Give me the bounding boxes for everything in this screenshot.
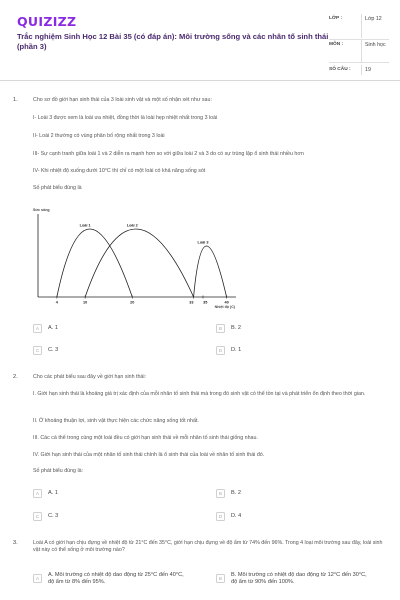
statement: I. Giới hạn sinh thái là khoảng giá trị xác định của mỗi nhân tố sinh thái mà trong đó sinh vật có thể tồn tại và phát triển ổn định theo thời gian. [33,391,366,397]
subject-label: MÔN : [329,42,344,47]
statement: I- Loài 3 được xem là loài ưa nhiệt, đồng thời là loài hẹp nhiệt nhất trong 3 loài [33,115,218,121]
statement: IV- Khi nhiệt độ xuống dưới 10°C thì chỉ có một loài có khả năng sống sót [33,168,206,174]
option-letter-box: B [216,574,225,583]
series-label: Loài 2 [126,223,138,228]
species-curve [85,229,193,297]
x-axis-label: Nhiệt độ (C) [214,305,235,309]
x-tick-label: 20 [130,300,135,305]
question-intro: Loài A có giới hạn chịu đựng về nhiệt độ từ 21°C đến 35°C, giới hạn chịu đựng về độ ẩm từ 74% đến 96%. Trong 4 loại môi trường sau đây, loài sinh vật này có thể sống ở môi trường nào? [33,540,383,553]
question-intro: Cho các phát biểu sau đây về giới hạn sinh thái: [33,374,147,380]
option-letter-box: C [33,346,42,355]
question-intro: Cho sơ đồ giới hạn sinh thái của 3 loài sinh vật và một số nhận xét như sau: [33,97,212,103]
class-value: Lớp 12 [365,16,382,22]
question-number: 3. [13,540,18,546]
count-label: SỐ CÂU : [329,67,351,72]
option-text: B. 2 [231,490,241,496]
question-prompt: Số phát biểu đúng là [33,185,82,191]
species-curve [57,229,132,297]
option-text: C. 3 [48,347,59,353]
question-prompt: Số phát biểu đúng là: [33,468,84,474]
option-text: A. 1 [48,325,58,331]
statement: IV. Giới hạn sinh thái của một nhân tố sinh thái chính là ổ sinh thái của loài về nhân tố sinh thái đó. [33,452,265,458]
meta-divider [361,39,362,63]
subject-value: Sinh học [365,42,386,48]
question-number: 2. [13,374,18,380]
species-curve [194,246,227,297]
option-letter-box: A [33,574,42,583]
option-letter-box: B [216,489,225,498]
x-tick-label: 4 [55,300,58,305]
option-text: D. 4 [231,513,242,519]
question-number: 1. [13,97,18,103]
statement: II- Loài 2 thường có vùng phân bố rộng nhất trong 3 loài [33,133,165,139]
statement: III- Sự cạnh tranh giữa loài 1 và 2 diễn ra mạnh hơn so với giữa loài 2 và 3 do có sự trùng lặp ổ sinh thái nhiều hơn [33,151,304,157]
header-divider [0,80,400,81]
x-tick-label: 10 [83,300,88,305]
option-text: C. 3 [48,513,59,519]
series-label: Loài 3 [197,240,209,245]
option-text: A. 1 [48,490,58,496]
x-tick-label: 35 [203,300,208,305]
statement: III. Các cá thể trong cùng một loài đều có giới hạn sinh thái về mỗi nhân tố sinh thái giống nhau. [33,435,258,441]
ecological-limits-chart [30,205,240,312]
species-curves [57,224,227,298]
option-letter-box: A [33,489,42,498]
meta-rule [329,62,389,63]
option-text: B. 2 [231,325,241,331]
option-letter-box: B [216,324,225,333]
option-text: B. Môi trường có nhiệt độ dao động từ 12°C đến 30°C, độ ẩm từ 90% đến 100%. [231,572,367,585]
x-tick-label: 40 [224,300,229,305]
meta-divider [361,14,362,38]
option-letter-box: D [216,512,225,521]
meta-rule [329,39,389,40]
count-value: 19 [365,67,371,73]
series-label: Loài 1 [79,223,91,228]
option-letter-box: A [33,324,42,333]
x-tick-label: 33 [189,300,194,305]
meta-divider [361,65,362,75]
page-title: Trắc nghiệm Sinh Học 12 Bài 35 (có đáp án): Môi trường sống và các nhân tố sinh thái (phần 3) [17,32,329,51]
statement: II. Ở khoảng thuận lợi, sinh vật thực hiện các chức năng sống tốt nhất. [33,418,199,424]
class-label: LỚP : [329,16,343,21]
y-axis-label: Sức sống [33,208,50,212]
quizizz-logo: QUIZIZZ [17,14,77,29]
option-letter-box: C [33,512,42,521]
option-letter-box: D [216,346,225,355]
option-text: A. Môi trường có nhiệt độ dao động từ 25°C đến 40°C, độ ẩm từ 8% đến 95%. [48,572,184,585]
option-text: D. 1 [231,347,242,353]
